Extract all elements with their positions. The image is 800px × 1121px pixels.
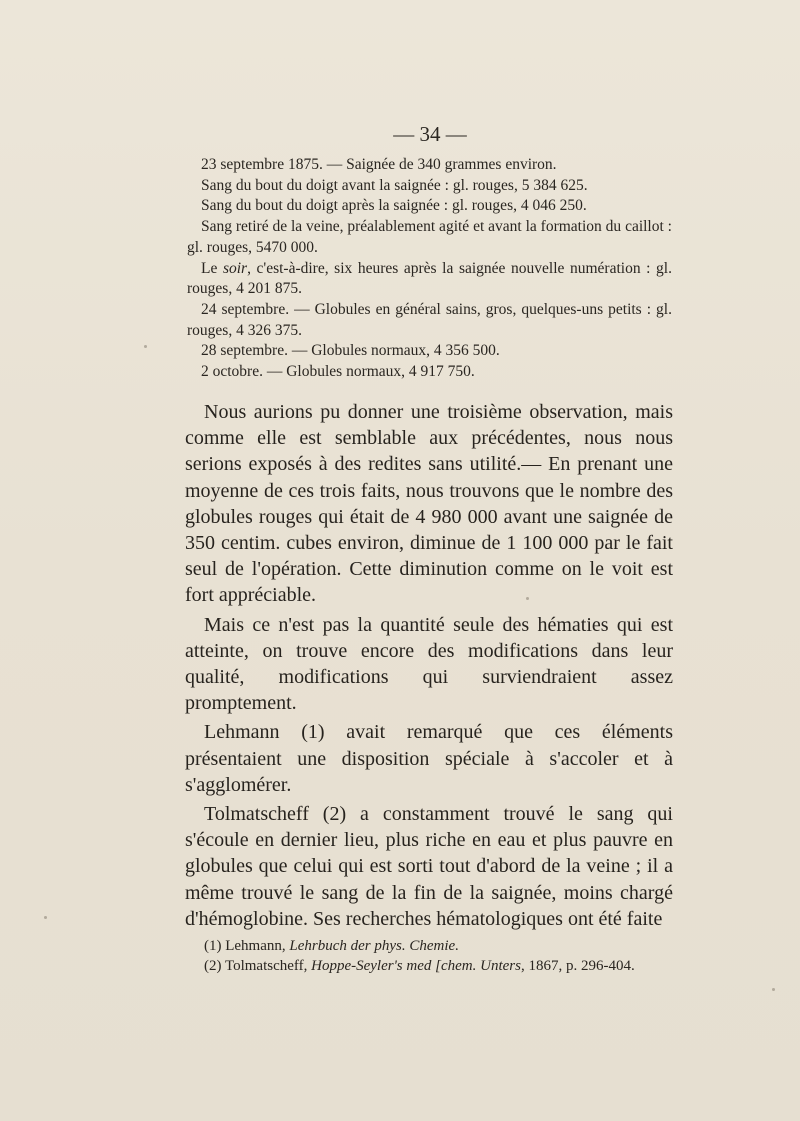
observation-line: Sang du bout du doigt après la saignée : gl. rouges, 4 046 250. [201, 197, 587, 215]
footnote-2 [204, 956, 684, 976]
main-text [185, 399, 673, 932]
observation-line: 2 octobre. — Globules normaux, 4 917 750. [201, 363, 475, 381]
footnote-1-title: Lehrbuch der phys. Chemie. [289, 938, 459, 954]
footnote-1 [204, 936, 684, 956]
observation-line: Sang du bout du doigt avant la saignée : gl. rouges, 5 384 625. [201, 176, 588, 194]
observation-soir-rest: , c'est-à-dire, six heures après la saignée nouvelle numération : gl. rouges, 4 201 875. [187, 259, 672, 298]
page-number: — 34 — [393, 122, 467, 146]
footnote-2-prefix: (2) Tolmatscheff, [204, 958, 312, 974]
paper-speck [44, 916, 47, 919]
observation-line: 28 septembre. — Globules normaux, 4 356 500. [201, 342, 500, 360]
footnote-2-title: Hoppe-Seyler's med [chem. Unters [311, 958, 521, 974]
footnotes [204, 936, 684, 976]
observation-line: 24 septembre. — Globules en général sains, gros, quelques-uns petits : gl. rouges, 4 326 375. [187, 300, 672, 339]
observation-line: Sang retiré de la veine, préalablement agité et avant la formation du caillot : gl. rouges, 5470 000. [187, 218, 672, 256]
observation-line: 23 septembre 1875. — Saignée de 340 grammes environ. [201, 156, 557, 173]
paragraph: Mais ce n'est pas la quantité seule des hématies qui est atteinte, on trouve encore des modifications dans leur qualité, modifications qui surviendraient assez promptement. [185, 613, 673, 715]
observation-le: Le [201, 259, 223, 277]
observation-soir: soir [222, 259, 248, 277]
footnote-1-prefix: (1) Lehmann, [204, 938, 290, 954]
paper-speck [144, 345, 147, 348]
paragraph: Lehmann (1) avait remarqué que ces éléments présentaient une disposition spéciale à s'accoler et à s'agglomérer. [185, 721, 673, 796]
paragraph: Tolmatscheff (2) a constamment trouvé le sang qui s'écoule en dernier lieu, plus riche en eau et plus pauvre en globules que celui qui est sorti tout d'abord de la veine ; il a même trouvé le sang de la fin de la saignée, moins chargé d'hémoglobine. Ses recherches hématologiques ont été faite [185, 803, 673, 930]
footnote-2-suffix: , 1867, p. 296-404. [520, 958, 635, 974]
paper-speck [772, 988, 775, 991]
observation-line-soir [187, 259, 672, 300]
paragraph: Nous aurions pu donner une troisième observation, mais comme elle est semblable aux précédentes, nous nous serions exposés à des redites sans utilité.— En prenant une moyenne de ces trois faits, nous trouvons que le nombre des globules rouges qui était de 4 980 000 avant une saignée de 350 centim. cubes environ, diminue de 1 100 000 par le fait seul de l'opération. Cette diminution comme on le voit est fort appréciable. [185, 401, 673, 607]
paper-speck [526, 597, 529, 600]
observation-block [187, 155, 672, 383]
